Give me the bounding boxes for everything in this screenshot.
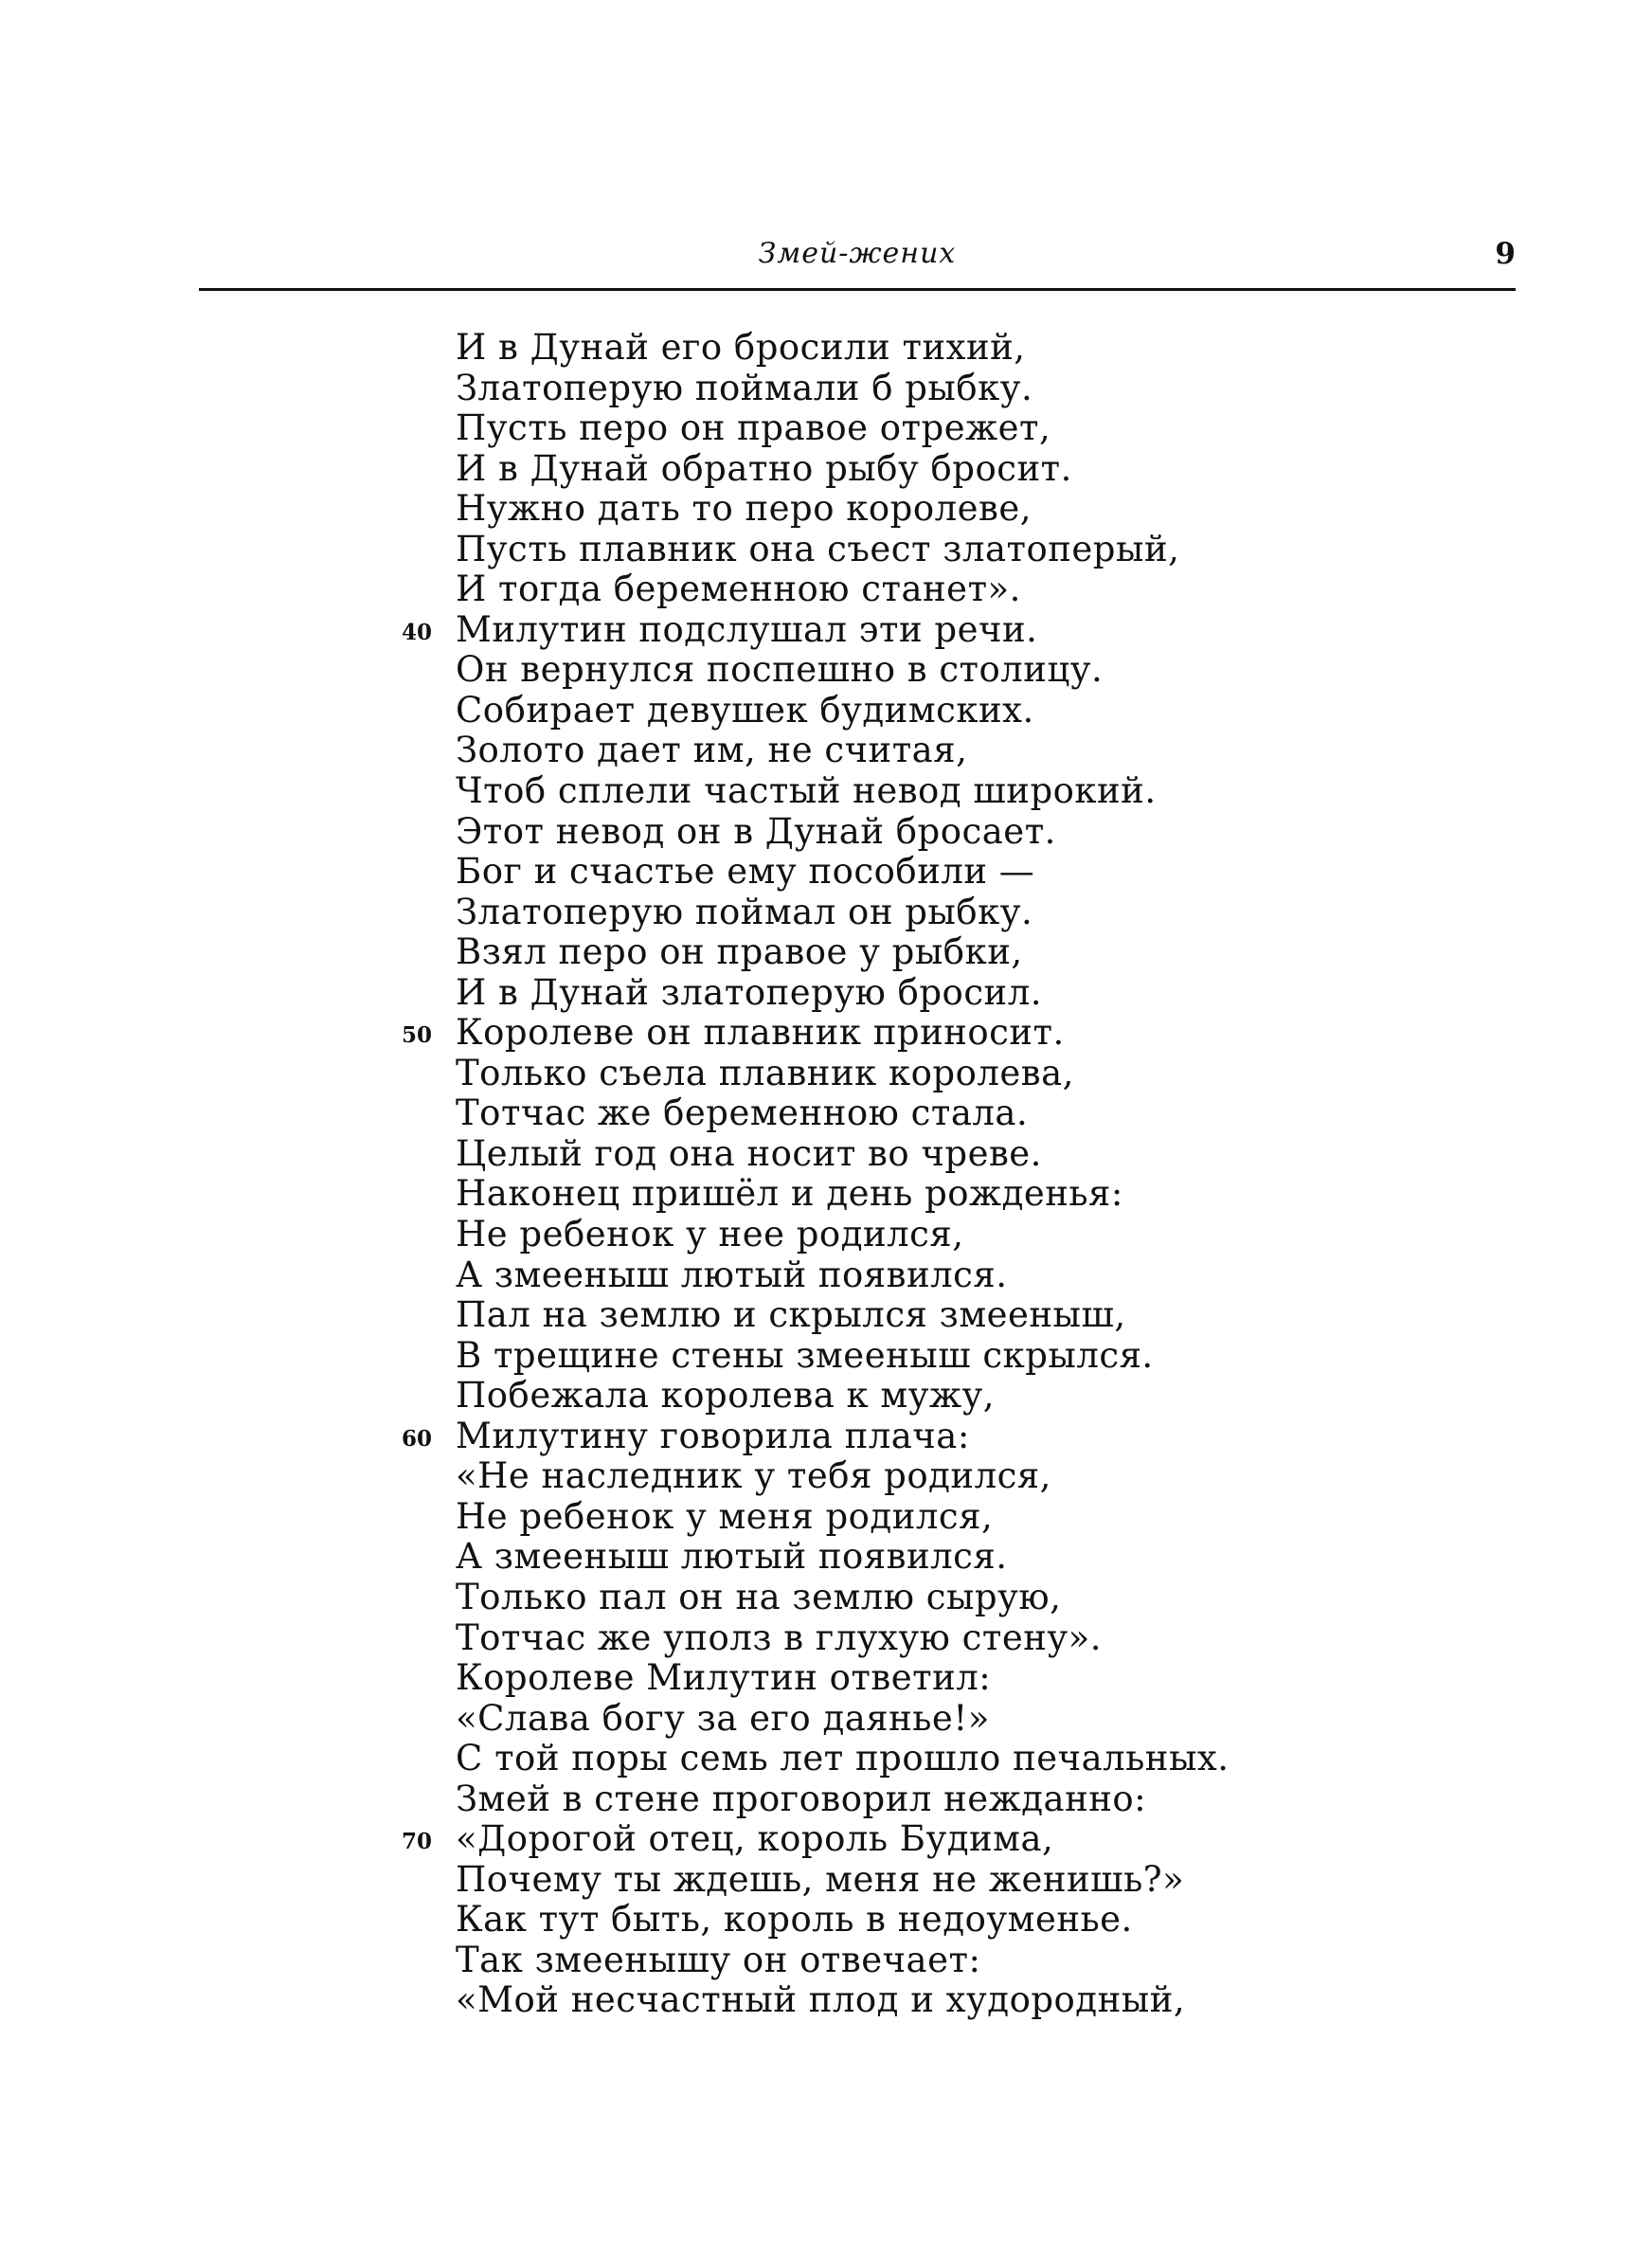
verse-line xyxy=(0,408,1652,449)
verse-line-text: Почему ты ждешь, меня не женишь?» xyxy=(456,1858,1185,1900)
line-number: 60 xyxy=(402,1425,433,1452)
verse-line-text: Милутину говорила плача: xyxy=(456,1415,970,1456)
line-number: 70 xyxy=(402,1829,433,1855)
verse-line-text: Не ребенок у нее родился, xyxy=(456,1214,964,1255)
verse-line xyxy=(0,1376,1652,1417)
verse-line-text: Побежала королева к мужу, xyxy=(456,1375,996,1417)
verse-line xyxy=(0,449,1652,490)
verse-line xyxy=(0,1578,1652,1618)
verse-line-text: И тогда беременною станет». xyxy=(456,569,1021,610)
verse-line-text: А змееныш лютый появился. xyxy=(456,1536,1008,1578)
verse-line xyxy=(0,1456,1652,1497)
verse-line xyxy=(0,1255,1652,1296)
header-rule xyxy=(199,288,1516,291)
verse-line-text: Королеве Милутин ответил: xyxy=(456,1657,992,1699)
verse-line xyxy=(0,1295,1652,1336)
verse-line-text: Только пал он на землю сырую, xyxy=(456,1576,1062,1617)
verse-line xyxy=(0,530,1652,570)
verse-line-text: «Слава богу за его даянье!» xyxy=(456,1697,990,1739)
verse-line xyxy=(0,691,1652,731)
verse-line-text: Змей в стене проговорил нежданно: xyxy=(456,1778,1147,1819)
verse-line xyxy=(0,771,1652,812)
verse-line-text: Наконец пришёл и день рожденья: xyxy=(456,1173,1123,1215)
verse-line-text: Тотчас же уполз в глухую стену». xyxy=(456,1616,1103,1658)
verse-line-text: Золото дает им, не считая, xyxy=(456,730,968,771)
verse-line xyxy=(0,1013,1652,1054)
verse-line xyxy=(0,369,1652,409)
verse-line xyxy=(0,1941,1652,1981)
verse-line-text: Так змеенышу он отвечает: xyxy=(456,1939,981,1980)
verse-line-text: Только съела плавник королева, xyxy=(456,1052,1074,1093)
verse-line xyxy=(0,1618,1652,1659)
verse-line-text: А змееныш лютый появился. xyxy=(456,1254,1008,1295)
verse-line xyxy=(0,973,1652,1014)
verse-line xyxy=(0,650,1652,691)
verse-line-text: Бог и счастье ему пособили — xyxy=(456,851,1035,893)
verse-line-text: В трещине стены змееныш скрылся. xyxy=(456,1334,1154,1376)
verse-line-text: Не ребенок у меня родился, xyxy=(456,1495,994,1537)
verse-line-text: «Мой несчастный плод и худородный, xyxy=(456,1979,1186,2021)
page-number: 9 xyxy=(1495,237,1516,271)
verse-line-text: Пал на землю и скрылся змееныш, xyxy=(456,1294,1126,1336)
verse-line xyxy=(0,812,1652,853)
verse-line xyxy=(0,1093,1652,1134)
running-title: Змей-жених xyxy=(758,237,957,270)
verse-line xyxy=(0,1900,1652,1941)
verse-line-text: Нужно дать то перо королеве, xyxy=(456,488,1032,530)
verse-line xyxy=(0,1417,1652,1457)
verse-line-text: Пусть перо он правое отрежет, xyxy=(456,407,1051,449)
verse-line-text: Златоперую поймал он рыбку. xyxy=(456,891,1033,932)
verse-line-text: Собирает девушек будимских. xyxy=(456,689,1034,731)
verse-line xyxy=(0,1215,1652,1255)
verse-line-text: Пусть плавник она съест златоперый, xyxy=(456,528,1180,569)
verse-line xyxy=(0,731,1652,771)
verse-line-text: И в Дунай златоперую бросил. xyxy=(456,971,1042,1013)
verse-line xyxy=(0,1860,1652,1901)
verse-line-text: Взял перо он правое у рыбки, xyxy=(456,931,1023,973)
verse-line xyxy=(0,852,1652,893)
verse-line-text: Королеве он плавник приносит. xyxy=(456,1012,1065,1054)
verse-line-text: С той поры семь лет прошло печальных. xyxy=(456,1738,1230,1779)
verse-line xyxy=(0,1819,1652,1860)
verse-line xyxy=(0,1336,1652,1377)
verse-line xyxy=(0,328,1652,369)
verse-line-text: Целый год она носит во чреве. xyxy=(456,1132,1042,1174)
line-number: 40 xyxy=(402,619,433,645)
verse-line-text: Милутин подслушал эти речи. xyxy=(456,608,1038,650)
verse-line xyxy=(0,893,1652,933)
verse-line-text: «Не наследник у тебя родился, xyxy=(456,1455,1051,1497)
verse-line xyxy=(0,569,1652,610)
verse-line xyxy=(0,1134,1652,1175)
verse-line xyxy=(0,1658,1652,1699)
verse-line-text: Тотчас же беременною стала. xyxy=(456,1092,1029,1134)
verse-line xyxy=(0,1537,1652,1578)
verse-line xyxy=(0,1174,1652,1215)
verse-line xyxy=(0,610,1652,651)
verse-line-text: Как тут быть, король в недоуменье. xyxy=(456,1899,1133,1941)
poem-text xyxy=(0,328,1652,2021)
verse-line-text: Он вернулся поспешно в столицу. xyxy=(456,649,1104,691)
verse-line xyxy=(0,489,1652,530)
verse-line xyxy=(0,1699,1652,1740)
verse-line xyxy=(0,1980,1652,2021)
verse-line-text: Чтоб сплели частый невод широкий. xyxy=(456,770,1157,812)
line-number: 50 xyxy=(402,1022,433,1049)
verse-line xyxy=(0,1497,1652,1538)
verse-line-text: Этот невод он в Дунай бросает. xyxy=(456,810,1056,852)
verse-line-text: Златоперую поймали б рыбку. xyxy=(456,367,1033,408)
verse-line xyxy=(0,932,1652,973)
verse-line-text: И в Дунай его бросили тихий, xyxy=(456,327,1026,368)
verse-line-text: «Дорогой отец, король Будима, xyxy=(456,1818,1054,1860)
verse-line-text: И в Дунай обратно рыбу бросит. xyxy=(456,447,1072,489)
running-head xyxy=(199,235,1516,273)
verse-line xyxy=(0,1779,1652,1820)
verse-line xyxy=(0,1739,1652,1779)
verse-line xyxy=(0,1054,1652,1094)
